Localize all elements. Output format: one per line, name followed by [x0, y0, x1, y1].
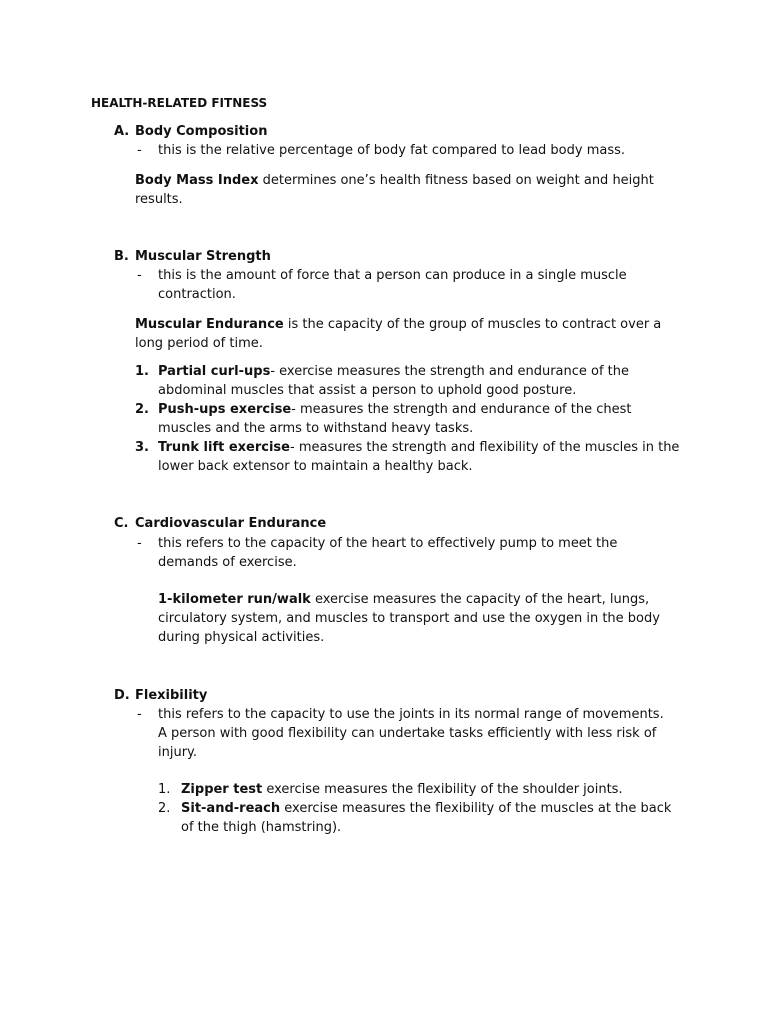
- section-a-definition: this is the relative percentage of body fat compared to lead body mass.: [158, 143, 626, 158]
- section-a-dash: -: [137, 143, 142, 158]
- list-item-number: 2.: [135, 402, 149, 417]
- section-c-note-term: 1-kilometer run/walk: [158, 592, 311, 607]
- list-item: Partial curl-ups- exercise measures the strength and endurance of the: [158, 364, 630, 379]
- section-a-note-line-1: Body Mass Index determines one’s health fitness based on weight and height: [135, 173, 654, 188]
- section-b-note-line-1: Muscular Endurance is the capacity of the group of muscles to contract over a: [135, 317, 662, 332]
- section-b-definition-line-1: this is the amount of force that a person can produce in a single muscle: [158, 268, 627, 283]
- list-item: Push-ups exercise- measures the strength and endurance of the chest: [158, 402, 632, 417]
- section-a-note-line-2: results.: [135, 192, 183, 207]
- section-d-definition-line-2: A person with good flexibility can undertake tasks efficiently with less risk of: [158, 726, 657, 741]
- section-c-heading: Cardiovascular Endurance: [135, 516, 327, 531]
- list-item-continuation: abdominal muscles that assist a person to uphold good posture.: [158, 383, 577, 398]
- section-b-definition-line-2: contraction.: [158, 287, 236, 302]
- list-item-number: 3.: [135, 440, 149, 455]
- section-c-note-line-2: circulatory system, and muscles to transport and use the oxygen in the body: [158, 611, 660, 626]
- list-item-term: Trunk lift exercise: [158, 440, 290, 455]
- section-b-heading: Muscular Strength: [135, 249, 271, 264]
- section-b-marker: B.: [114, 249, 129, 264]
- section-c-note-line-1: 1-kilometer run/walk exercise measures the capacity of the heart, lungs,: [158, 592, 650, 607]
- list-item-number: 1.: [158, 782, 171, 797]
- section-b-dash: -: [137, 268, 142, 283]
- list-item-number: 2.: [158, 801, 171, 816]
- section-d-definition-line-1: this refers to the capacity to use the joints in its normal range of movements.: [158, 707, 664, 722]
- list-item-continuation: lower back extensor to maintain a healthy back.: [158, 459, 473, 474]
- section-a-heading: Body Composition: [135, 124, 268, 139]
- list-item-number: 1.: [135, 364, 149, 379]
- document-title: HEALTH-RELATED FITNESS: [91, 96, 268, 110]
- list-item: Trunk lift exercise- measures the strength and flexibility of the muscles in the: [158, 440, 680, 455]
- section-d-dash: -: [137, 707, 142, 722]
- list-item-term: Sit-and-reach: [181, 801, 281, 816]
- list-item: Zipper test exercise measures the flexibility of the shoulder joints.: [181, 782, 623, 797]
- section-a-note-term: Body Mass Index: [135, 173, 259, 188]
- section-d-heading: Flexibility: [135, 688, 208, 703]
- list-item-continuation: of the thigh (hamstring).: [181, 820, 342, 835]
- list-item: Sit-and-reach exercise measures the flexibility of the muscles at the back: [181, 801, 672, 816]
- section-d-marker: D.: [114, 688, 130, 703]
- section-b-note-line-2: long period of time.: [135, 336, 263, 351]
- section-b-note-term: Muscular Endurance: [135, 317, 284, 332]
- list-item-term: Zipper test: [181, 782, 263, 797]
- section-d-definition-line-3: injury.: [158, 745, 198, 760]
- section-c-dash: -: [137, 536, 142, 551]
- section-c-marker: C.: [114, 516, 129, 531]
- section-a-marker: A.: [114, 124, 130, 139]
- section-c-definition-line-1: this refers to the capacity of the heart to effectively pump to meet the: [158, 536, 618, 551]
- section-c-definition-line-2: demands of exercise.: [158, 555, 297, 570]
- list-item-term: Push-ups exercise: [158, 402, 292, 417]
- section-c-note-line-3: during physical activities.: [158, 630, 325, 645]
- list-item-term: Partial curl-ups: [158, 364, 271, 379]
- list-item-continuation: muscles and the arms to withstand heavy tasks.: [158, 421, 474, 436]
